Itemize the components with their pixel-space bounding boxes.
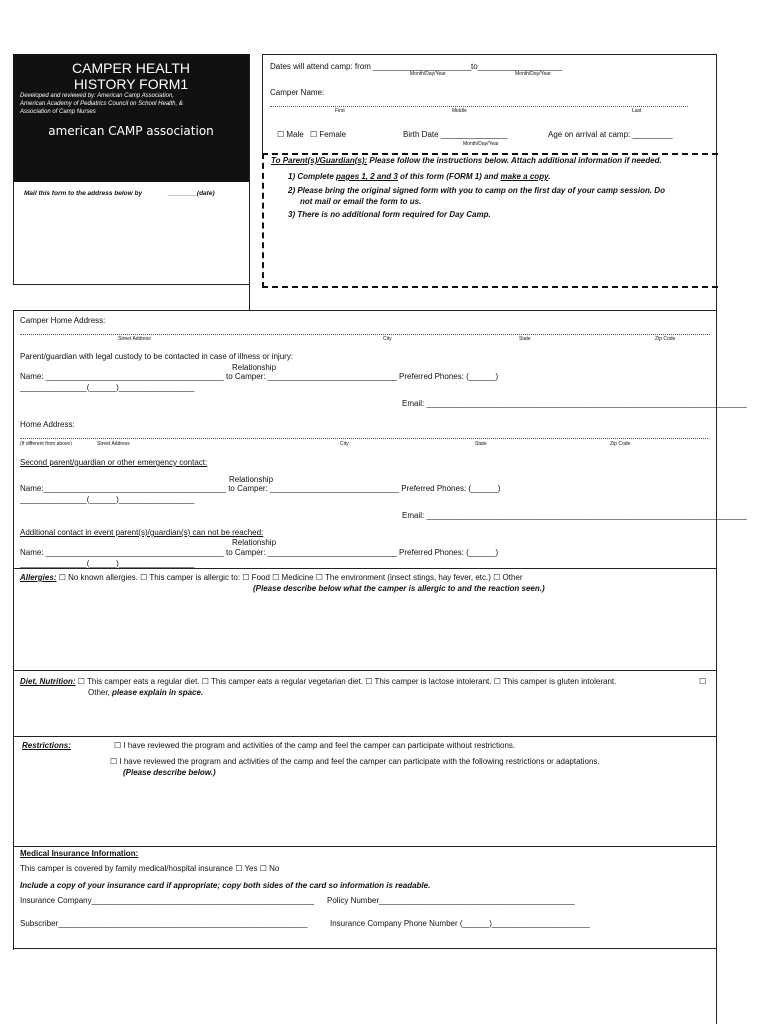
guardian3-phone-field[interactable]: _______________(______)_________________ (20, 559, 195, 568)
guardian1-state-label: State (475, 441, 487, 447)
restrictions-description-area[interactable] (20, 782, 710, 842)
diet-label: Diet, Nutrition: (20, 677, 76, 686)
camper-name-label: Camper Name: (270, 88, 325, 97)
street-address-label: Street Address (118, 336, 151, 342)
instructions-heading: To Parent(s)/Guardian(s): Please follow the instructions below. Attach additional information if needed. (271, 156, 662, 165)
guardian1-name-field[interactable]: Name: ________________________________________ to Camper: _____________________________ Preferred Phones: (______) (20, 372, 499, 381)
developer-credit-2: American Academy of Pediatrics Council on School Health, & (20, 101, 183, 107)
diet-top-border (13, 670, 716, 671)
diet-explain-area[interactable] (20, 700, 710, 734)
last-name-label: Last (632, 108, 642, 114)
insurance-heading: Medical Insurance Information: (20, 849, 139, 858)
diet-other-row: Other, please explain in space. (88, 688, 204, 697)
camper-name-line[interactable] (270, 106, 688, 107)
instruction-step-3: 3) There is no additional form required for Day Camp. (288, 210, 491, 219)
diet-row (20, 678, 616, 686)
developer-credit-3: Association of Camp Nurses (20, 109, 96, 115)
guardian1-phone-field[interactable]: _______________(______)_________________ (20, 383, 195, 392)
state-label: State (519, 336, 531, 342)
dates-mdy-label-2: Month/Day/Year (515, 71, 551, 77)
main-left-border (13, 310, 14, 950)
restrictions-note: (Please describe below.) (123, 768, 216, 777)
guardian1-zip-label: Zip Code (610, 441, 631, 447)
first-name-label: First (335, 108, 345, 114)
dates-mdy-label-1: Month/Day/Year (410, 71, 446, 77)
birth-mdy-label: Month/Day/Year (463, 141, 499, 147)
birth-date-field[interactable]: Birth Date _______________ (403, 130, 508, 139)
guardian3-relationship-label: Relationship (232, 538, 277, 547)
guardian3-heading: Additional contact in event parent(s)/guardian(s) can not be reached: (20, 528, 264, 537)
insurance-coverage-question[interactable]: This camper is covered by family medical/hospital insurance ☐ Yes ☐ No (20, 864, 280, 873)
aca-logo: american CAMP association (48, 124, 214, 138)
guardian1-heading: Parent/guardian with legal custody to be contacted in case of illness or injury: (20, 352, 294, 361)
home-address-label: Camper Home Address: (20, 316, 106, 325)
insurance-company-field[interactable]: Insurance Company__________________________________________________ (20, 896, 315, 905)
top-box-border (262, 54, 717, 55)
guardian2-phone-field[interactable]: _______________(______)_________________ (20, 495, 195, 504)
instruction-step-2-cont: not mail or email the form to us. (300, 197, 422, 206)
subscriber-field[interactable]: Subscriber________________________________________________________ (20, 919, 308, 928)
city-label: City (383, 336, 392, 342)
form-bottom-border (13, 948, 716, 949)
guardian1-street-label: Street Address (97, 441, 130, 447)
mail-box-right-border (249, 54, 250, 310)
camp-dates-field[interactable]: Dates will attend camp: from ______________________to___________________ (270, 62, 563, 71)
middle-name-label: Middle (452, 108, 467, 114)
policy-number-field[interactable]: Policy Number____________________________________________ (327, 896, 575, 905)
guardian2-heading: Second parent/guardian or other emergency contact: (20, 458, 208, 467)
allergies-note: (Please describe below what the camper is allergic to and the reaction seen.) (253, 584, 545, 593)
restrictions-option-with[interactable]: ☐ I have reviewed the program and activities of the camp and feel the camper can participate with the following restrictions or adaptations. (110, 757, 600, 766)
diet-other-checkbox[interactable]: ☐ (699, 677, 707, 686)
guardian1-city-label: City (340, 441, 349, 447)
guardian1-address-line[interactable] (20, 438, 708, 439)
insurance-top-border (13, 846, 716, 847)
allergies-options: ☐ No known allergies. ☐ This camper is allergic to: ☐ Food ☐ Medicine ☐ The environment (insect stings, hay fever, etc.) ☐ Other (56, 573, 523, 582)
allergies-top-border (13, 568, 716, 569)
mail-label: Mail this form to the address below by (24, 190, 143, 197)
restrictions-label: Restrictions: (22, 741, 71, 750)
guardian1-relationship-label: Relationship (232, 363, 277, 372)
guardian2-email-field[interactable]: Email: ________________________________________________________________________ (402, 511, 747, 520)
allergies-row (20, 574, 523, 582)
top-box-left-border (262, 54, 263, 154)
mail-date-blank: ________(date) (168, 190, 215, 197)
form-title-line2: HISTORY FORM1 (73, 76, 189, 92)
instruction-step-2: 2) Please bring the original signed form with you to camp on the first day of your camp session. Do (288, 186, 665, 195)
guardian3-name-field[interactable]: Name: ________________________________________ to Camper: _____________________________ Preferred Phones: (______) (20, 548, 499, 557)
insurance-card-note: Include a copy of your insurance card if appropriate; copy both sides of the card so information is readable. (20, 881, 431, 890)
guardian2-name-field[interactable]: Name:_________________________________________ to Camper: _____________________________ Preferred Phones: (______) (20, 484, 501, 493)
allergies-label: Allergies: (20, 573, 57, 582)
restrictions-option-none[interactable]: ☐ I have reviewed the program and activities of the camp and feel the camper can participate without restrictions. (114, 741, 516, 750)
age-on-arrival-field[interactable]: Age on arrival at camp: _________ (548, 130, 673, 139)
female-checkbox[interactable]: ☐ Female (310, 130, 347, 139)
contact-section-top-border (13, 310, 716, 311)
insurance-phone-field[interactable]: Insurance Company Phone Number (______)______________________ (330, 919, 590, 928)
developer-credit-1: Developed and reviewed by: American Camp Association, (20, 93, 174, 99)
mail-box-bottom-border (13, 284, 249, 285)
guardian2-relationship-label: Relationship (229, 475, 274, 484)
instruction-step-1: 1) Complete pages 1, 2 and 3 of this form (FORM 1) and make a copy. (288, 172, 551, 181)
restrictions-top-border (13, 736, 716, 737)
zip-label: Zip Code (655, 336, 676, 342)
diet-options: ☐ This camper eats a regular diet. ☐ This camper eats a regular vegetarian diet. ☐ This camper is lactose intolerant. ☐ This camper is gluten intolerant. (75, 677, 617, 686)
home-address-line[interactable] (20, 334, 710, 335)
mail-box-left-border (13, 182, 14, 285)
if-different-label: (If different from above) (20, 441, 72, 447)
form-title-line1: CAMPER HEALTH (72, 60, 190, 76)
allergies-description-area[interactable] (20, 600, 710, 666)
male-checkbox[interactable]: ☐ Male (277, 130, 304, 139)
guardian1-home-address-label: Home Address: (20, 420, 75, 429)
guardian1-email-field[interactable]: Email: ________________________________________________________________________ (402, 399, 747, 408)
